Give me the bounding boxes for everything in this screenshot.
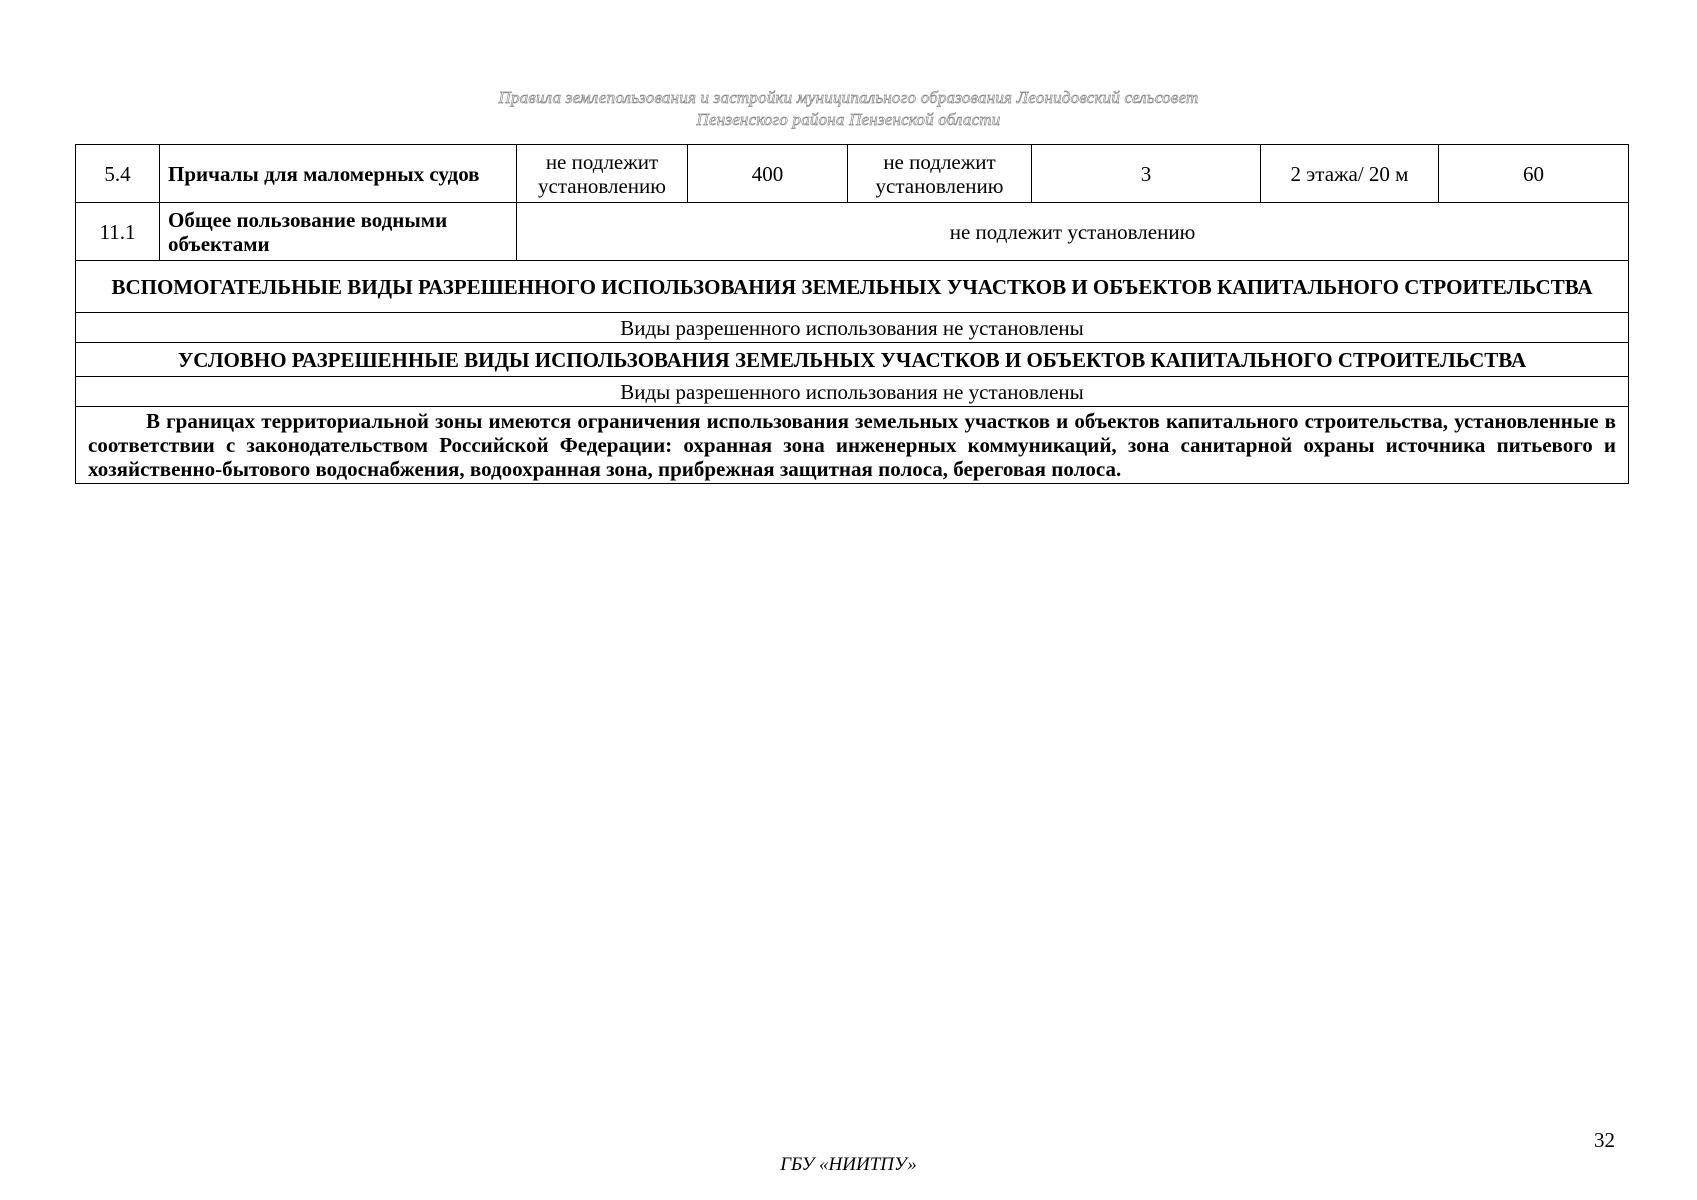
row-code: 5.4 <box>76 145 160 203</box>
restrictions-paragraph: В границах территориальной зоны имеются ограничения использования земельных участков и объектов капитального строительства, установленные в соответствии с законодательством Российской Федерации: охранная зона инженерных коммуникаций, зона санитарной охраны источника питьевого и хозяйственно-бытового водоснабжения, водоохранная зона, прибрежная защитная полоса, береговая полоса. <box>76 407 1629 484</box>
conditional-heading-row <box>76 343 1629 377</box>
conditional-heading: УСЛОВНО РАЗРЕШЕННЫЕ ВИДЫ ИСПОЛЬЗОВАНИЯ ЗЕМЕЛЬНЫХ УЧАСТКОВ И ОБЪЕКТОВ КАПИТАЛЬНОГО СТРОИТЕЛЬСТВА <box>76 343 1629 377</box>
cell-setback: не подлежит установлению <box>848 145 1032 203</box>
restrictions-row <box>76 407 1629 484</box>
row-name: Общее пользование водными объектами <box>160 203 517 261</box>
merged-value-cell: не подлежит установлению <box>517 203 1629 261</box>
running-header-line-1: Правила землепользования и застройки муниципального образования Леонидовский сельсовет <box>498 88 1199 107</box>
auxiliary-value-row <box>76 313 1629 343</box>
conditional-value-row <box>76 377 1629 407</box>
cell-floors: 3 <box>1032 145 1261 203</box>
auxiliary-value: Виды разрешенного использования не установлены <box>76 313 1629 343</box>
conditional-value: Виды разрешенного использования не установлены <box>76 377 1629 407</box>
auxiliary-heading: ВСПОМОГАТЕЛЬНЫЕ ВИДЫ РАЗРЕШЕННОГО ИСПОЛЬЗОВАНИЯ ЗЕМЕЛЬНЫХ УЧАСТКОВ И ОБЪЕКТОВ КАПИТАЛЬНОГО СТРОИТЕЛЬСТВА <box>76 261 1629 313</box>
cell-max-area: 400 <box>688 145 848 203</box>
page-number: 32 <box>1594 1128 1615 1152</box>
running-header-line-2: Пензенского района Пензенской области <box>696 110 1001 129</box>
footer-organization: ГБУ «НИИТПУ» <box>780 1154 917 1175</box>
table-row-11-1 <box>76 203 1629 261</box>
auxiliary-heading-row <box>76 261 1629 313</box>
cell-coverage: 60 <box>1439 145 1629 203</box>
land-use-table <box>75 144 1629 484</box>
cell-min-area: не подлежит установлению <box>517 145 688 203</box>
cell-height: 2 этажа/ 20 м <box>1261 145 1439 203</box>
table-row-5-4 <box>76 145 1629 203</box>
row-code: 11.1 <box>76 203 160 261</box>
row-name: Причалы для маломерных судов <box>160 145 517 203</box>
